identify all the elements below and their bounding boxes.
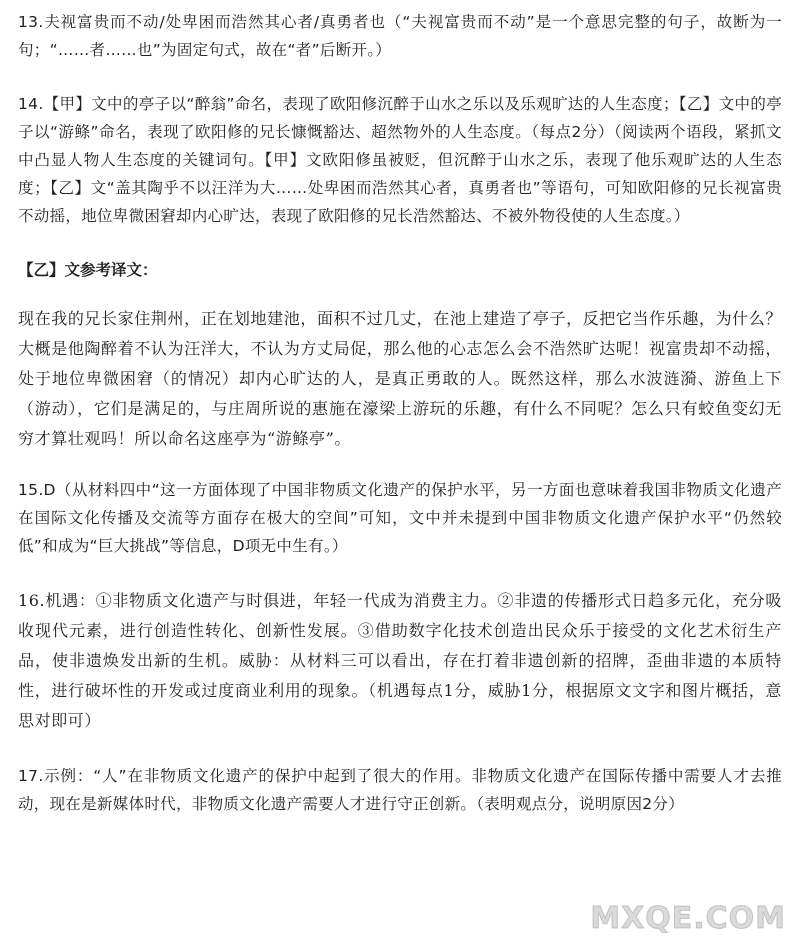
answer-17: 17.示例：“人”在非物质文化遗产的保护中起到了很大的作用。非物质文化遗产在国际传播中需要人才去推动，现在是新媒体时代，非物质文化遗产需要人才进行守正创新。（表明观点分，说明原因2分）	[18, 767, 782, 813]
answer-14: 14.【甲】文中的亭子以“醉翁”命名，表现了欧阳修沉醉于山水之乐以及乐观旷达的人生态度；【乙】文中的亭子以“游鲦”命名，表现了欧阳修的兄长慷慨豁达、超然物外的人生态度。（每点2分）（阅读两个语段，紧抓文中凸显人物人生态度的关键词句。【甲】文欧阳修虽被贬，但沉醉于山水之乐，表现了他乐观旷达的人生态度；【乙】文“盖其陶乎不以汪洋为大……处卑困而浩然其心者，真勇者也”等语句，可知欧阳修的兄长视富贵不动摇，地位卑微困窘却内心旷达，表现了欧阳修的兄长浩然豁达、不被外物役使的人生态度。）	[18, 95, 782, 225]
answer-15: 15.D（从材料四中“这一方面体现了中国非物质文化遗产的保护水平，另一方面也意味着我国非物质文化遗产在国际文化传播及交流等方面存在极大的空间”可知，文中并未提到中国非物质文化遗产保护水平“仍然较低”和成为“巨大挑战”等信息，D项无中生有。）	[18, 481, 782, 555]
translation-text: 现在我的兄长家住荆州，正在划地建池，面积不过几丈，在池上建造了亭子，反把它当作乐趣，为什么？大概是他陶醉着不认为汪洋大，不认为方丈局促，那么他的心志怎么会不浩然旷达呢！视富贵却不动摇，处于地位卑微困窘（的情况）却内心旷达的人，是真正勇敢的人。既然这样，那么水波涟漪、游鱼上下（游动），它们是满足的，与庄周所说的惠施在濠梁上游玩的乐趣，有什么不同呢？怎么只有蛟鱼变幻无穷才算壮观吗！所以命名这座亭为“游鲦亭”。	[18, 309, 782, 448]
answer-13: 13.夫视富贵而不动/处卑困而浩然其心者/真勇者也（“夫视富贵而不动”是一个意思完整的句子，故断为一句；“……者……也”为固定句式，故在“者”后断开。）	[18, 13, 782, 59]
translation-heading: 【乙】文参考译文：	[18, 261, 158, 279]
answer-16: 16.机遇：①非物质文化遗产与时俱进，年轻一代成为消费主力。②非遗的传播形式日趋多元化，充分吸收现代元素，进行创造性转化、创新性发展。③借助数字化技术创造出民众乐于接受的文化艺术衍生产品，使非遗焕发出新的生机。威胁：从材料三可以看出，存在打着非遗创新的招牌，歪曲非遗的本质特性，进行破坏性的开发或过度商业利用的现象。（机遇每点1分，威胁1分，根据原文文字和图片概括，意思对即可）	[18, 591, 782, 730]
site-watermark: MXQE.COM	[590, 901, 786, 936]
